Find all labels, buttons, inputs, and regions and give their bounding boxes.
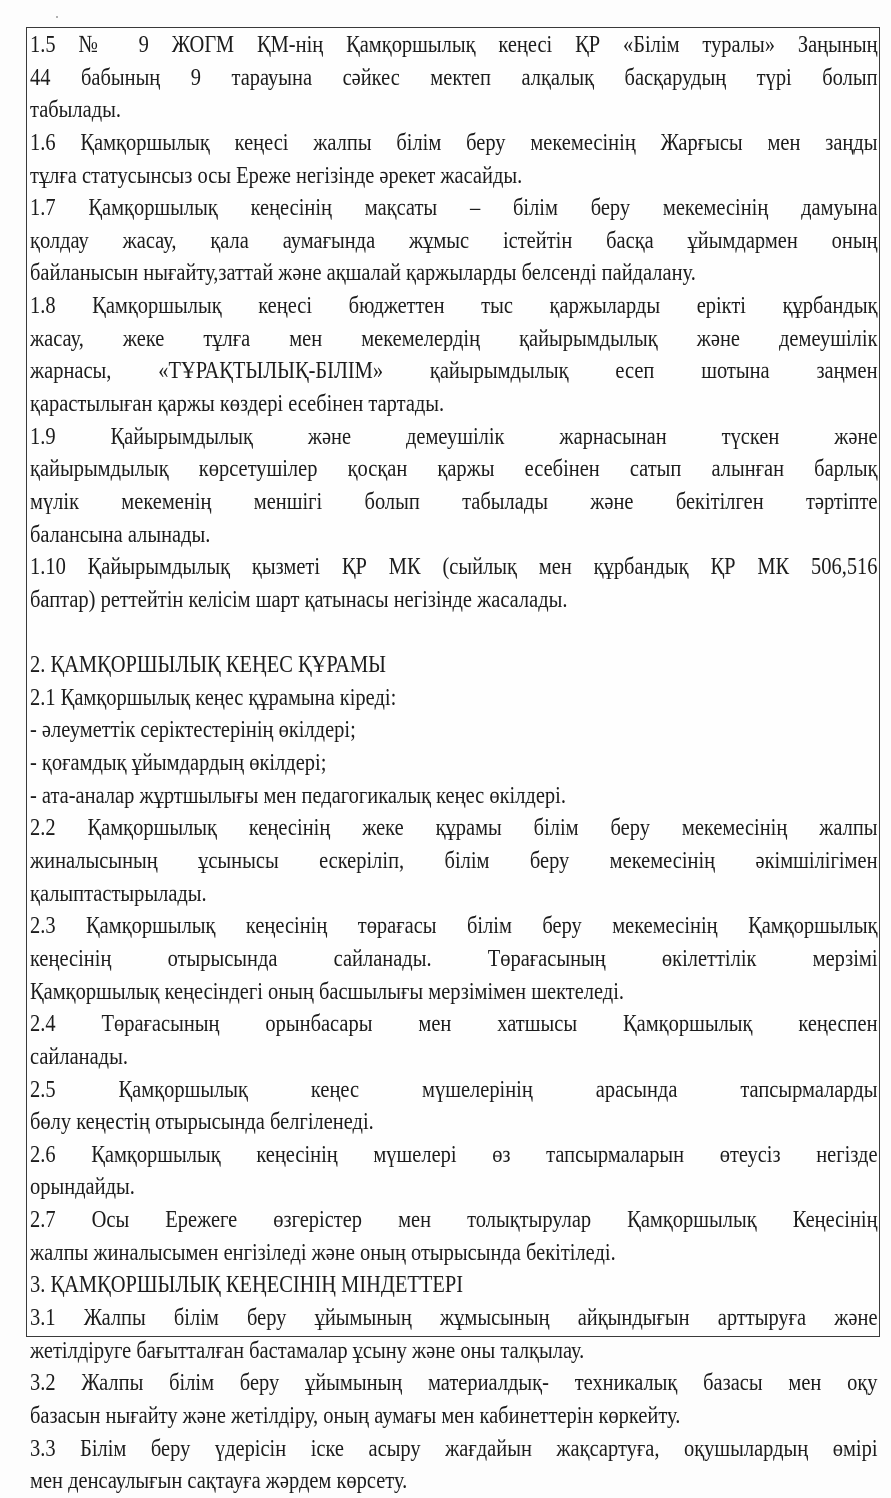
document-line: Қамқоршылық кеңесіндегі оның басшылығы мерзімімен шектеледі. [30, 977, 624, 1005]
document-line: - әлеуметтік серіктестерінің өкілдері; [30, 716, 356, 744]
document-line: кеңесінің отырысында сайланады. Төрағасының өкілеттілік мерзімі [30, 944, 878, 972]
document-line: 1.5 № 9 ЖОГМ ҚМ-нің Қамқоршылық кеңесі ҚР «Білім туралы» Заңының [30, 31, 878, 58]
blank-line [30, 617, 878, 650]
document-line: 2.7 Осы Ережеге өзгерістер мен толықтырулар Қамқоршылық Кеңесінің [30, 1206, 878, 1234]
scan-speck [56, 16, 58, 18]
document-line: 44 бабының 9 тарауына сәйкес мектеп алқалық басқарудың түрі болып [30, 63, 878, 91]
document-line: байланысын нығайту,заттай және ақшалай қаржыларды белсенді пайдалану. [30, 259, 696, 287]
document-line: баптар) реттейтін келісім шарт қатынасы негізінде жасалады. [30, 585, 568, 613]
document-line: жасау, жеке тұлға мен мекемелердің қайырымдылық және демеушілік [30, 324, 878, 352]
document-line: 1.8 Қамқоршылық кеңесі бюджеттен тыс қаржыларды ерікті құрбандық [30, 292, 878, 320]
document-line: жетілдіруге бағытталған бастамалар ұсыну және оны талқылау. [30, 1336, 585, 1364]
document-line: 1.6 Қамқоршылық кеңесі жалпы білім беру мекемесінің Жарғысы мен заңды [30, 128, 878, 156]
document-line: базасын нығайту және жетілдіру, оның аумағы мен кабинеттерін көркейту. [30, 1401, 681, 1429]
document-line: орындайды. [30, 1173, 135, 1201]
document-line: жалпы жиналысымен енгізіледі және оның отырысында бекітіледі. [30, 1238, 616, 1266]
document-line: қолдау жасау, қала аумағында жұмыс істейтін басқа ұйымдармен оның [30, 226, 878, 254]
document-line: 2.1 Қамқоршылық кеңес құрамына кіреді: [30, 683, 397, 711]
document-line: 3.1 Жалпы білім беру ұйымының жұмысының айқындығын арттыруға және [30, 1303, 878, 1331]
document-line: 3.2 Жалпы білім беру ұйымының материалдық- техникалық базасы мен оқу [30, 1369, 878, 1397]
document-line: мен денсаулығын сақтауға жәрдем көрсету. [30, 1467, 408, 1495]
document-line: 1.10 Қайырымдылық қызметі ҚР МК (сыйлық мен құрбандық ҚР МК 506,516 [30, 553, 878, 581]
document-line: бөлу кеңестің отырысында белгіленеді. [30, 1108, 374, 1136]
document-line: 2.2 Қамқоршылық кеңесінің жеке құрамы білім беру мекемесінің жалпы [30, 814, 878, 842]
document-line: 2.4 Төрағасының орынбасары мен хатшысы Қамқоршылық кеңеспен [30, 1010, 878, 1038]
document-body [30, 29, 878, 1498]
document-line: 3.3 Білім беру үдерісін іске асыру жағдайын жақсартуға, оқушылардың өмірі [30, 1434, 878, 1462]
document-line: - қоғамдық ұйымдардың өкілдері; [30, 749, 327, 777]
document-line: қайырымдылық көрсетушілер қосқан қаржы есебінен сатып алынған барлық [30, 455, 878, 483]
document-line: балансына алынады. [30, 520, 211, 548]
document-line: - ата-аналар жұртшылығы мен педагогикалық кеңес өкілдері. [30, 781, 566, 809]
document-frame [26, 27, 880, 1495]
document-line: 1.7 Қамқоршылық кеңесінің мақсаты – білім беру мекемесінің дамуына [30, 194, 878, 222]
document-line: тұлға статусынсыз осы Ереже негізінде әрекет жасайды. [30, 161, 523, 189]
document-line: 2. ҚАМҚОРШЫЛЫҚ КЕҢЕС ҚҰРАМЫ [30, 651, 386, 679]
document-line: 1.9 Қайырымдылық және демеушілік жарнасынан түскен және [30, 422, 878, 450]
document-line: сайланады. [30, 1042, 128, 1070]
document-line: қалыптастырылады. [30, 879, 207, 907]
document-line: 2.3 Қамқоршылық кеңесінің төрағасы білім беру мекемесінің Қамқоршылық [30, 912, 878, 940]
document-line: табылады. [30, 96, 121, 124]
document-line: жарнасы, «ТҰРАҚТЫЛЫҚ-БІЛІМ» қайырымдылық есеп шотына заңмен [30, 357, 878, 385]
document-line: мүлік мекеменің меншігі болып табылады және бекітілген тәртіпте [30, 487, 878, 515]
document-line: жиналысының ұсынысы ескеріліп, білім беру мекемесінің әкімшілігімен [30, 847, 878, 875]
document-line: 3. ҚАМҚОРШЫЛЫҚ КЕҢЕСІНІҢ МІНДЕТТЕРІ [30, 1271, 464, 1299]
document-line: 2.5 Қамқоршылық кеңес мүшелерінің арасында тапсырмаларды [30, 1075, 878, 1103]
document-line: қарастылыған қаржы көздері есебінен тартады. [30, 390, 445, 418]
document-line: 2.6 Қамқоршылық кеңесінің мүшелері өз тапсырмаларын өтеусіз негізде [30, 1140, 878, 1168]
